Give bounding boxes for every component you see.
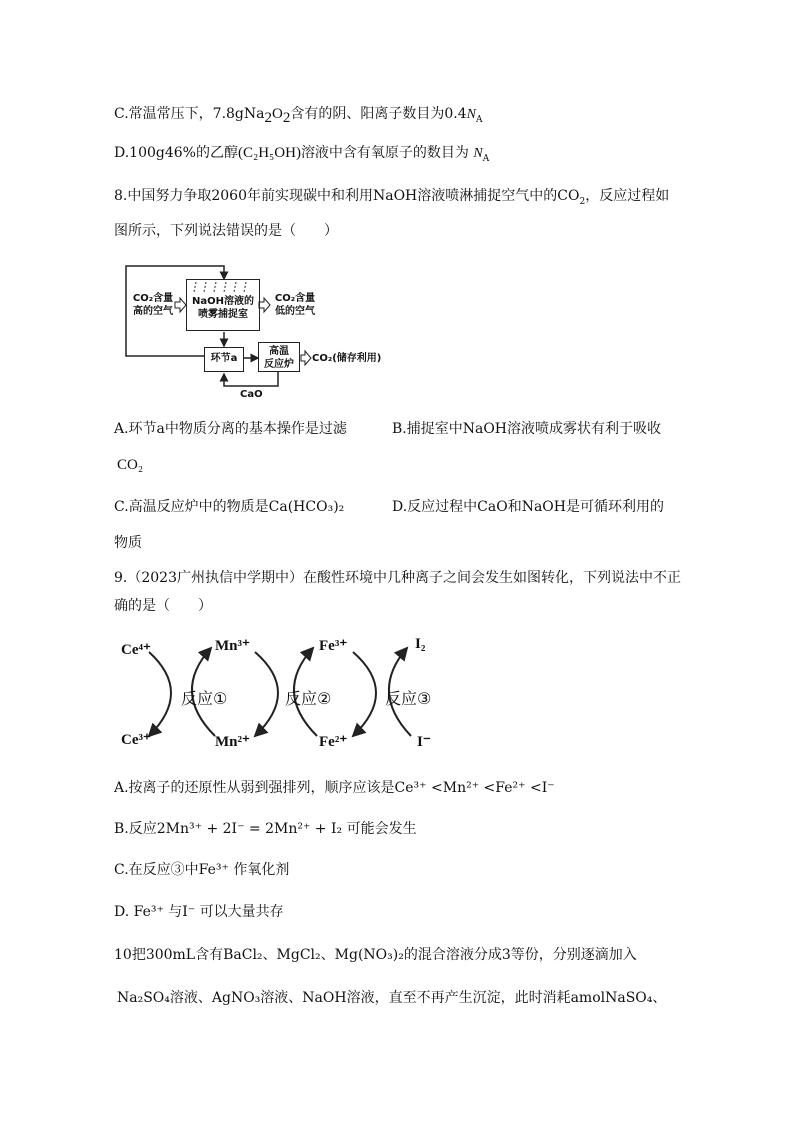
na-symbol-d: N bbox=[473, 146, 483, 161]
q8-stem1-end: ，反应过程如 bbox=[585, 188, 670, 204]
ce4-label: Ce⁴⁺ bbox=[121, 642, 151, 658]
q9-option-c: C.在反应③中Fe³⁺ 作氧化剂 bbox=[114, 862, 290, 878]
mn3-label: Mn³⁺ bbox=[215, 638, 250, 654]
reaction-1-label: 反应① bbox=[181, 689, 228, 708]
q9-stem-line2: 确的是（ ） bbox=[114, 598, 212, 614]
q7-option-d bbox=[114, 143, 489, 169]
fe2-label: Fe²⁺ bbox=[319, 734, 348, 750]
q7-option-c: C.常温常压下，$7.8gNa_2O_2$含有的阴、阳离子数目为$0.4N_A$ bbox=[114, 106, 483, 126]
q8-stem1: 8.中国努力争取2060年前实现碳中和利用NaOH溶液喷淋捕捉空气中的CO bbox=[114, 188, 580, 204]
reaction-3-label: 反应③ bbox=[385, 689, 432, 708]
q8-process-diagram bbox=[118, 262, 398, 402]
chamber-line2: 喷雾捕捉室 bbox=[198, 309, 248, 320]
q8-stem-line2: 图所示，下列说法错误的是（ ） bbox=[114, 223, 338, 239]
q8-option-a: A.环节a中物质分离的基本操作是过滤 bbox=[114, 421, 347, 437]
q8-option-b: B.捕捉室中NaOH溶液喷成雾状有利于吸收 bbox=[392, 421, 662, 437]
q7-optc-mid: O bbox=[272, 106, 283, 122]
fe3-label: Fe³⁺ bbox=[319, 638, 348, 654]
air-out-line1: CO₂含量 bbox=[274, 293, 316, 304]
q8-option-d: D.反应过程中CaO和NaOH是可循环利用的 bbox=[392, 499, 664, 515]
q8-option-d-cont: 物质 bbox=[114, 535, 142, 551]
q9-option-a: A.按离子的还原性从弱到强排列，顺序应该是Ce³⁺ <Mn²⁺ <Fe²⁺ <I⁻ bbox=[114, 780, 555, 796]
na-symbol: N bbox=[466, 107, 476, 122]
air-out-line2: 低的空气 bbox=[275, 306, 315, 317]
q8-stem-line1: 8.中国努力争取2060年前实现碳中和利用NaOH溶液喷淋捕捉空气中的$CO_2$，反应过程如 bbox=[114, 188, 670, 207]
ce3-label: Ce³⁺ bbox=[121, 732, 151, 748]
air-out-label bbox=[272, 292, 318, 318]
q10-stem-line1: 10把300mL含有BaCl₂、MgCl₂、Mg(NO₃)₂的混合溶液分成3等份，分别逐滴加入 bbox=[114, 947, 637, 963]
na-sub-d: A bbox=[482, 153, 490, 164]
q8-option-c: C.高温反应炉中的物质是Ca(HCO₃)₂ bbox=[114, 499, 345, 515]
q8-option-b-cont: CO₂ bbox=[117, 457, 144, 473]
furnace-line1: 高温 bbox=[269, 346, 289, 357]
q7-optd-formula: (C₂H₅OH) bbox=[237, 145, 301, 161]
capture-chamber bbox=[186, 279, 260, 331]
q7-optc-text: C.常温常压下，7.8gNa bbox=[114, 106, 265, 122]
q10-stem-line2: Na₂SO₄溶液、AgNO₃溶液、NaOH溶液，直至不再产生沉淀，此时消耗amolNaSO₄、 bbox=[117, 990, 667, 1006]
q7-optd-suffix: 溶液中含有氧原子的数目为 bbox=[300, 145, 469, 161]
iminus-label: I⁻ bbox=[417, 734, 431, 750]
q9-redox-diagram bbox=[115, 630, 455, 760]
furnace-box bbox=[258, 342, 300, 372]
i2-label: I₂ bbox=[415, 636, 426, 652]
na-sub: A bbox=[475, 114, 483, 125]
q9-option-d: D. Fe³⁺ 与I⁻ 可以大量共存 bbox=[114, 904, 284, 920]
q9-option-b: B.反应2Mn³⁺ + 2I⁻ = 2Mn²⁺ + I₂ 可能会发生 bbox=[114, 821, 417, 837]
co2-product-label: CO₂(储存利用) bbox=[312, 353, 382, 364]
air-in-label bbox=[132, 292, 174, 318]
q9-stem-line1: 9.（2023广州执信中学期中）在酸性环境中几种离子之间会发生如图转化，下列说法中不正 bbox=[114, 570, 681, 586]
cao-label: CaO bbox=[240, 389, 263, 400]
q7-optc-suffix: 含有的阴、阳离子数目为0.4 bbox=[290, 106, 467, 122]
air-in-line2: 高的空气 bbox=[133, 306, 173, 317]
q7-optd-text: D.100g46%的乙醇 bbox=[114, 145, 238, 161]
step-a-box: 环节a bbox=[204, 347, 244, 372]
mn2-label: Mn²⁺ bbox=[215, 734, 250, 750]
reaction-2-label: 反应② bbox=[285, 689, 332, 708]
chamber-line1: NaOH溶液的 bbox=[192, 296, 254, 307]
air-in-line1: CO₂含量 bbox=[132, 293, 174, 304]
furnace-line2: 反应炉 bbox=[264, 359, 294, 370]
